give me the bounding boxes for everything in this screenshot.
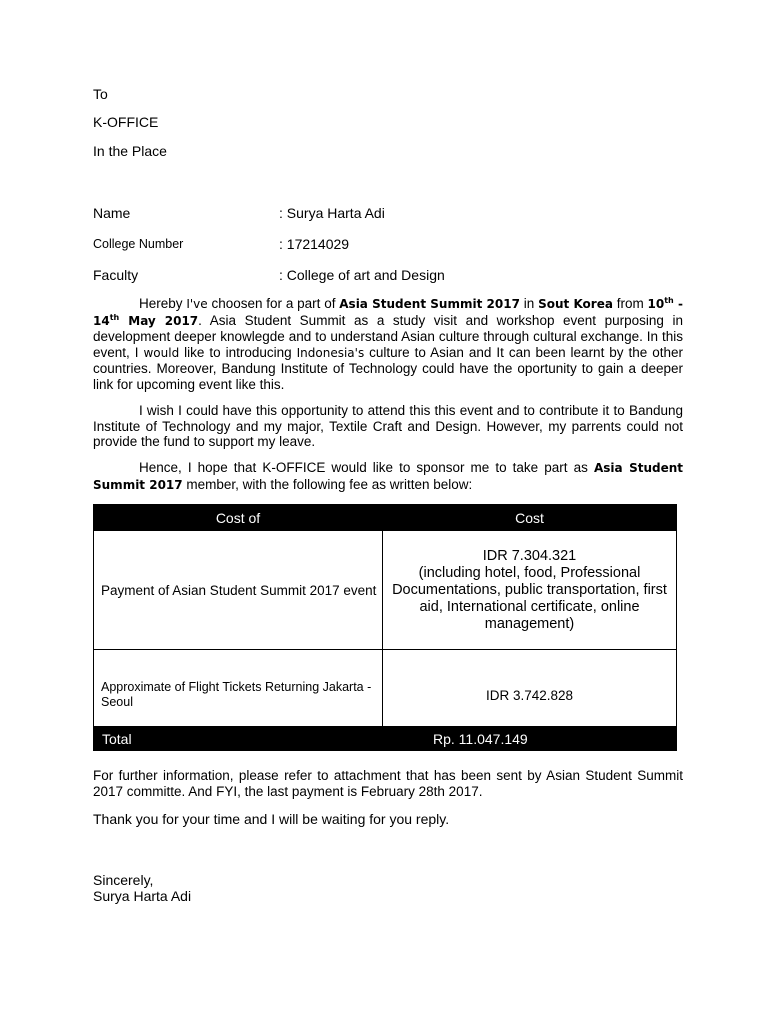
fee-cost-summit-amount: IDR 7.304.321: [482, 547, 577, 564]
fee-total-label: Total: [94, 727, 383, 751]
recipient-org: K-OFFICE: [93, 114, 159, 130]
info-value-name: : Surya Harta Adi: [279, 205, 385, 221]
fee-table-header-cost: Cost: [383, 505, 677, 531]
closing-thanks: Thank you for your time and I will be waiting for you reply.: [93, 811, 450, 827]
fee-item-flight: Approximate of Flight Tickets Returning Jakarta - Seoul: [94, 650, 383, 727]
fee-table-header-cost-of: Cost of: [94, 505, 383, 531]
closing-sincerely: Sincerely,: [93, 872, 154, 888]
info-label-faculty: Faculty: [93, 267, 139, 283]
fee-table-header-row: [94, 505, 677, 531]
table-row: [94, 650, 677, 727]
signature-name: Surya Harta Adi: [93, 888, 192, 904]
body-paragraph-3: Hence, I hope that K-OFFICE would like to sponsor me to take part as Asia Student Summit 2017 member, with the following fee as written below:: [93, 460, 684, 492]
fee-cost-summit-note: (including hotel, food, Professional Documentations, public transportation, first aid, International certificate, online management): [392, 564, 667, 632]
fee-cost-flight: IDR 3.742.828: [383, 650, 677, 727]
fee-table: [93, 504, 677, 751]
fee-cost-summit: [383, 531, 677, 650]
table-row: [94, 531, 677, 650]
fee-item-summit: Payment of Asian Student Summit 2017 event: [94, 531, 383, 650]
fee-total-value: Rp. 11.047.149: [383, 727, 677, 751]
info-value-college-number: : 17214029: [279, 236, 350, 252]
fee-table-total-row: [94, 727, 677, 751]
recipient-to: To: [93, 86, 108, 102]
recipient-place: In the Place: [93, 143, 167, 159]
closing-further-info: For further information, please refer to attachment that has been sent by Asian Student Summit 2017 committe. And FYI, the last payment is February 28th 2017.: [93, 768, 683, 799]
info-label-name: Name: [93, 205, 131, 221]
info-label-college-number: College Number: [93, 237, 184, 251]
body-paragraph-1: Hereby I've choosen for a part of Asia Student Summit 2017 in Sout Korea from 10th - 14th May 2017. Asia Student Summit as a study visit and workshop event purposing in development deeper knowlegde and to understand Asian culture through cultural exchange. In this event, I would like to introducing Indonesia's culture to Asian and It can been learnt by the other countries. Moreover, Bandung Institute of Technology could have the oportunity to gain a deeper link for upcoming event like this.: [93, 296, 684, 392]
body-paragraph-2: I wish I could have this opportunity to attend this this event and to contribute it to Bandung Institute of Technology and my major, Textile Craft and Design. However, my parrents could not provide the fund to support my leave.: [93, 403, 683, 449]
info-value-faculty: : College of art and Design: [279, 267, 445, 283]
